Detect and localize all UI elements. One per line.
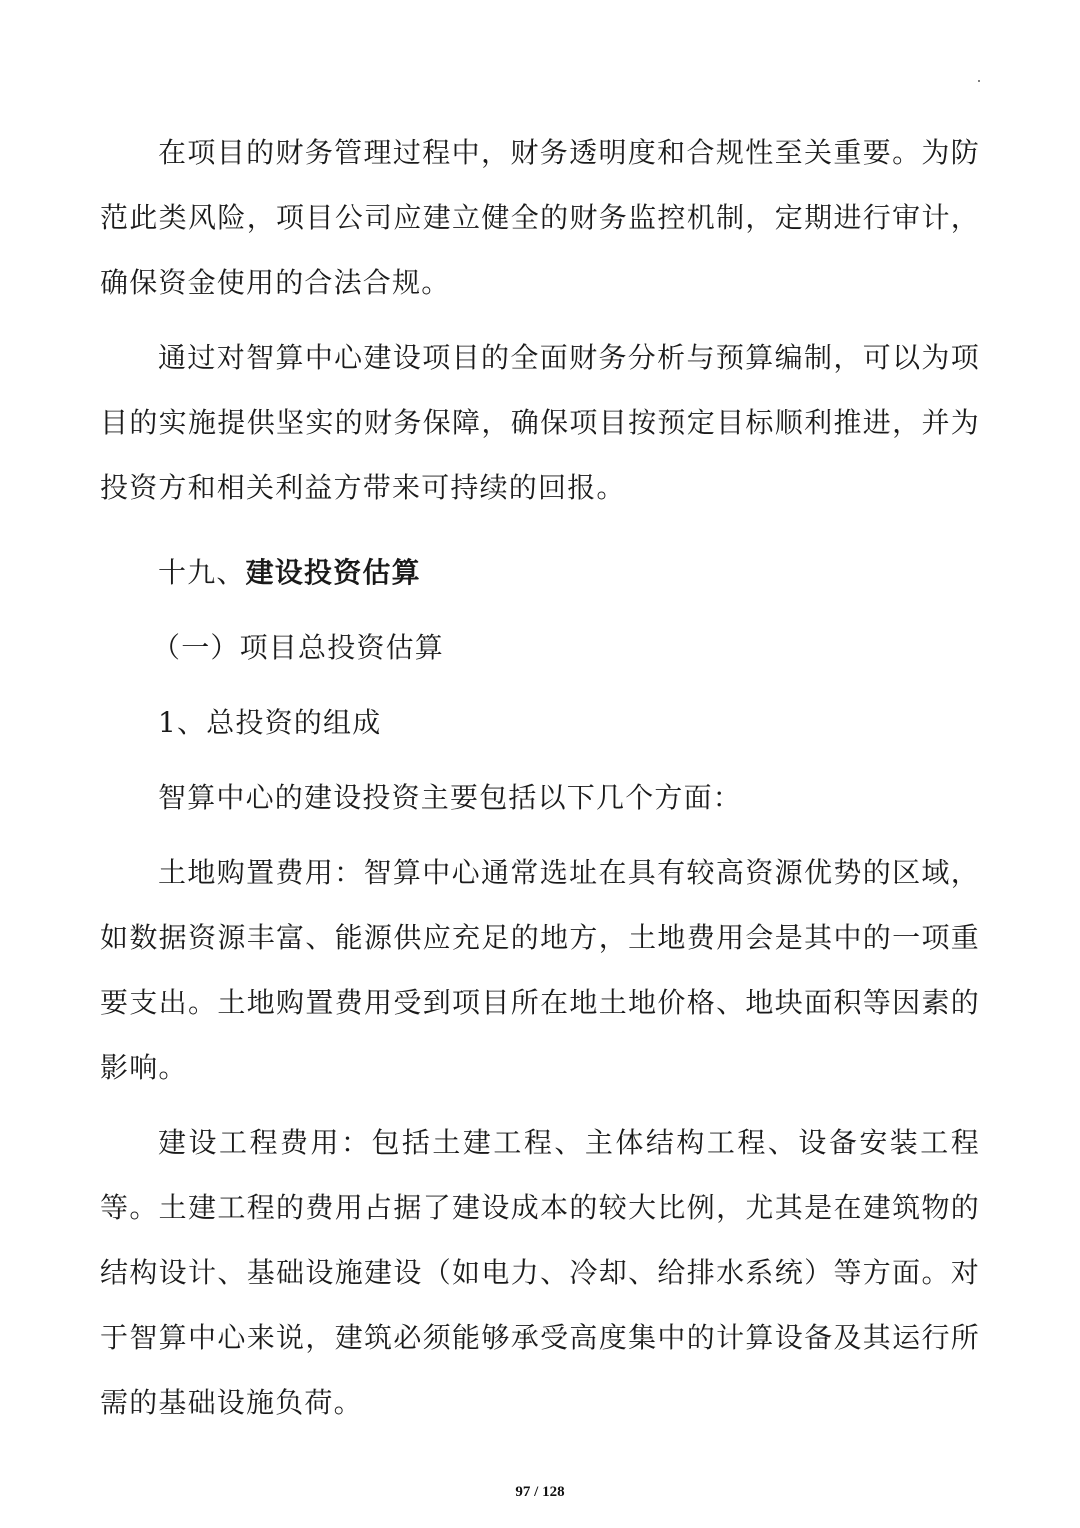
paragraph-intro: 智算中心的建设投资主要包括以下几个方面： <box>158 781 743 814</box>
paragraph-land-cost: 土地购置费用：智算中心通常选址在具有较高资源优势的区域，如数据资源丰富、能源供应充足的地方，土地费用会是其中的一项重要支出。土地购置费用受到项目所在地土地价格、地块面积等因素的影响。 <box>100 856 980 1084</box>
section-title: 建设投资估算 <box>245 556 421 589</box>
paragraph-financial-compliance: 在项目的财务管理过程中，财务透明度和合规性至关重要。为防范此类风险，项目公司应建立健全的财务监控机制，定期进行审计，确保资金使用的合法合规。 <box>100 136 980 299</box>
page-number: 97 / 128 <box>515 1484 565 1500</box>
paragraph-financial-analysis: 通过对智算中心建设项目的全面财务分析与预算编制，可以为项目的实施提供坚实的财务保障，确保项目按预定目标顺利推进，并为投资方和相关利益方带来可持续的回报。 <box>100 341 980 504</box>
corner-mark <box>978 80 980 82</box>
subsection-heading: （一）项目总投资估算 <box>152 631 445 664</box>
section-heading <box>100 540 980 605</box>
page-body <box>100 120 980 1445</box>
section-number: 十九、 <box>158 556 246 589</box>
item-heading: 1、总投资的组成 <box>158 706 382 739</box>
paragraph-construction-cost: 建设工程费用：包括土建工程、主体结构工程、设备安装工程等。土建工程的费用占据了建设成本的较大比例，尤其是在建筑物的结构设计、基础设施建设（如电力、冷却、给排水系统）等方面。对于智算中心来说，建筑必须能够承受高度集中的计算设备及其运行所需的基础设施负荷。 <box>100 1126 980 1419</box>
